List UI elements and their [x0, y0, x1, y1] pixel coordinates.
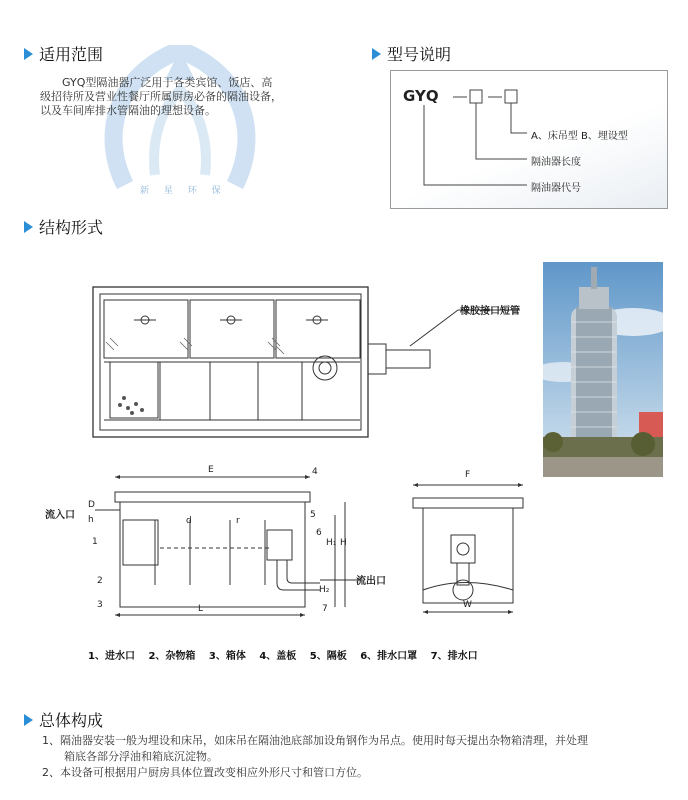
pipe-label: 橡胶接口短管 [460, 306, 520, 317]
model-type-label: A、床吊型 B、埋设型 [531, 131, 628, 142]
callout-5: 5 [310, 510, 316, 520]
inlet-label: 流入口 [45, 510, 75, 521]
section-title-model: 型号说明 [372, 42, 451, 65]
dim-F: F [465, 470, 471, 480]
triangle-bullet-icon [24, 714, 33, 726]
watermark-logo [95, 45, 265, 195]
dim-D: D [88, 500, 95, 510]
composition-item-2: 2、本设备可根据用户厨房具体位置改变相应外形尺寸和管口方位。 [42, 766, 368, 779]
diagram-side-view [405, 480, 530, 620]
section-title-scope: 适用范围 [24, 42, 103, 65]
model-explanation-box [390, 70, 668, 209]
dim-d: d [186, 516, 192, 526]
dim-H: H [340, 538, 347, 548]
outlet-label: 流出口 [356, 576, 386, 587]
callout-1: 1 [92, 537, 98, 547]
dim-r: r [236, 516, 240, 526]
callout-4: 4 [312, 467, 318, 477]
dim-W: W [463, 600, 472, 610]
model-length-label: 隔油器长度 [531, 157, 581, 168]
triangle-bullet-icon [372, 48, 381, 60]
diagram-legend: 1、进水口 2、杂物箱 3、箱体 4、盖板 5、隔板 6、排水口罩 7、排水口 [88, 651, 478, 662]
callout-6: 6 [316, 528, 322, 538]
callout-3: 3 [97, 600, 103, 610]
callout-2: 2 [97, 576, 103, 586]
dim-H2: H₂ [319, 585, 330, 595]
triangle-bullet-icon [24, 221, 33, 233]
triangle-bullet-icon [24, 48, 33, 60]
model-code: GYQ [403, 87, 439, 105]
watermark-text: 新 星 环 保 [140, 186, 227, 196]
model-code-label: 隔油器代号 [531, 183, 581, 194]
dim-h: h [88, 515, 94, 525]
composition-item-1: 1、隔油器安装一般为埋设和床吊，如床吊在隔油池底部加设角钢作为吊点。使用时每天提出杂物箱清理，并处理 箱底各部分浮油和箱底沉淀物。 [42, 734, 588, 763]
section-title-structure: 结构形式 [24, 215, 103, 238]
scope-paragraph: GYQ型隔油器广泛用于各类宾馆、饭店、高 级招待所及营业性餐厅所属厨房必备的隔油设备， 以及车间库排水管隔油的理想设备。 [40, 76, 282, 117]
callout-7: 7 [322, 604, 328, 614]
dim-H1: H₁ [326, 538, 337, 548]
section-title-composition: 总体构成 [24, 708, 103, 731]
building-photo [543, 262, 663, 477]
dim-L: L [198, 604, 204, 614]
tower-image [543, 262, 663, 477]
dim-E: E [208, 465, 214, 475]
